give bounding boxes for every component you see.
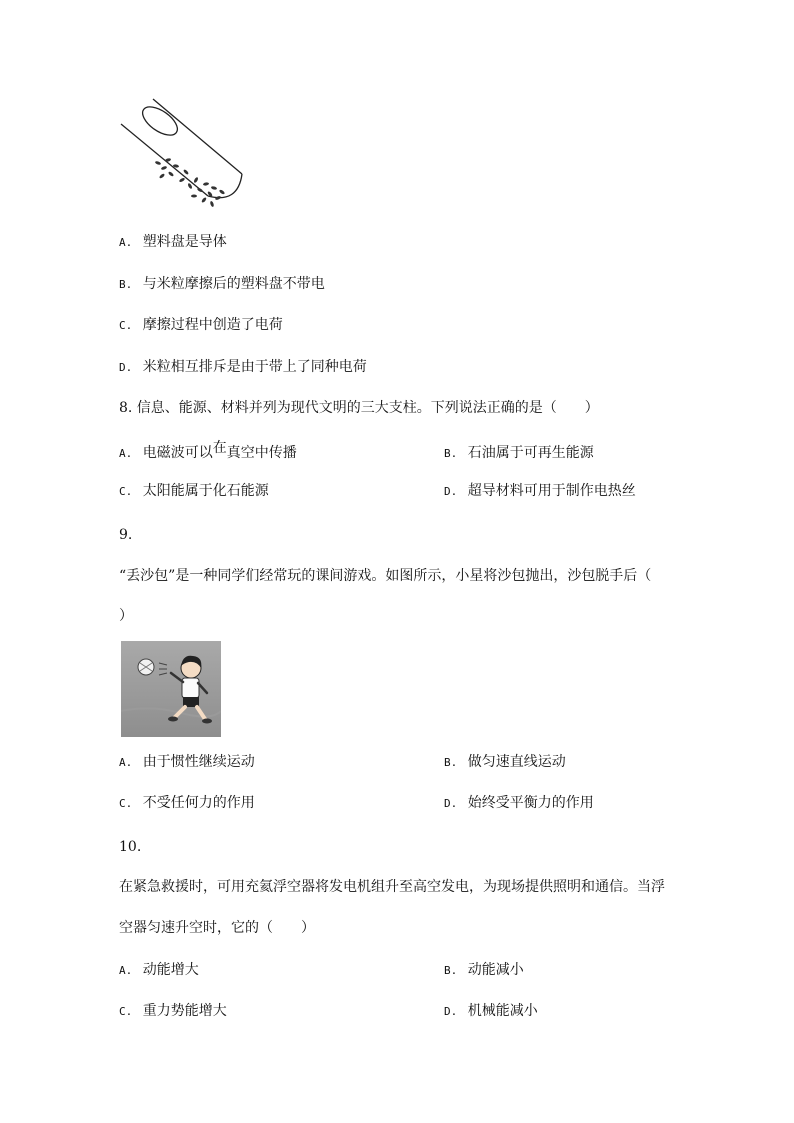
- q9-stem-line2: ）: [119, 608, 133, 624]
- q7-option-b: [119, 274, 325, 295]
- q10-option-c: [119, 1001, 227, 1022]
- q9-option-d: [444, 793, 594, 814]
- option-text: 始终受平衡力的作用: [467, 795, 594, 811]
- q10-stem-line1: 在紧急救援时，可用充氦浮空器将发电机组升至高空发电，为现场提供照明和通信。当浮: [119, 879, 665, 895]
- q8-option-c: [119, 481, 269, 502]
- q9-option-c: [119, 793, 255, 814]
- option-label: A.: [119, 236, 133, 249]
- option-label: A.: [119, 964, 133, 977]
- q8-option-d: [444, 481, 636, 502]
- q8-option-b: [444, 443, 594, 464]
- option-text: 太阳能属于化石能源: [142, 483, 269, 499]
- option-label: A.: [119, 447, 133, 460]
- option-label: B.: [444, 447, 458, 460]
- option-text: 由于惯性继续运动: [142, 754, 255, 770]
- q10-option-d: [444, 1001, 538, 1022]
- option-text: 做匀速直线运动: [467, 754, 566, 770]
- q9-option-b: [444, 752, 566, 773]
- option-text: 动能减小: [467, 962, 524, 978]
- option-label: C.: [119, 1005, 133, 1018]
- option-text-part: 真空中传播: [226, 445, 297, 461]
- option-text: 摩擦过程中创造了电荷: [142, 317, 283, 333]
- option-label: B.: [119, 278, 133, 291]
- option-label: D.: [444, 797, 458, 810]
- option-label: A.: [119, 756, 133, 769]
- option-label: D.: [444, 1005, 458, 1018]
- q7-option-d: [119, 357, 367, 378]
- option-label: C.: [119, 797, 133, 810]
- plastic-dish-figure: [116, 96, 248, 218]
- option-label: D.: [444, 485, 458, 498]
- q9-option-a: [119, 752, 255, 773]
- option-text: 米粒相互排斥是由于带上了同种电荷: [142, 359, 367, 375]
- option-text: 石油属于可再生能源: [467, 445, 594, 461]
- q7-option-c: [119, 315, 283, 336]
- q8-stem: 8. 信息、能源、材料并列为现代文明的三大支柱。下列说法正确的是（ ）: [119, 400, 599, 416]
- throwing-sandbag-illustration: [121, 641, 221, 737]
- throwing-sandbag-figure: [121, 641, 221, 737]
- option-text: 重力势能增大: [142, 1003, 227, 1019]
- option-label: C.: [119, 319, 133, 332]
- option-text: 塑料盘是导体: [142, 234, 227, 250]
- option-label: D.: [119, 361, 133, 374]
- option-text: 不受任何力的作用: [142, 795, 255, 811]
- option-text-part: 电磁波可以: [142, 445, 213, 461]
- q10-option-b: [444, 960, 524, 981]
- option-text: 与米粒摩擦后的塑料盘不带电: [142, 276, 325, 292]
- option-label: B.: [444, 964, 458, 977]
- option-label: B.: [444, 756, 458, 769]
- option-text: 动能增大: [142, 962, 199, 978]
- q8-option-a: [119, 440, 297, 464]
- option-text-raised: 在: [212, 440, 227, 456]
- q7-option-a: [119, 232, 227, 253]
- q9-stem-line1: “丢沙包”是一种同学们经常玩的课间游戏。如图所示，小星将沙包抛出，沙包脱手后（: [119, 568, 652, 584]
- option-text: [142, 440, 297, 461]
- plastic-dish-illustration: [116, 96, 248, 218]
- option-text: 机械能减小: [467, 1003, 538, 1019]
- q9-number: 9.: [119, 527, 133, 543]
- q10-option-a: [119, 960, 199, 981]
- option-label: C.: [119, 485, 133, 498]
- option-text: 超导材料可用于制作电热丝: [467, 483, 636, 499]
- q10-number: 10.: [119, 839, 142, 855]
- q10-stem-line2: 空器匀速升空时，它的（ ）: [119, 920, 315, 936]
